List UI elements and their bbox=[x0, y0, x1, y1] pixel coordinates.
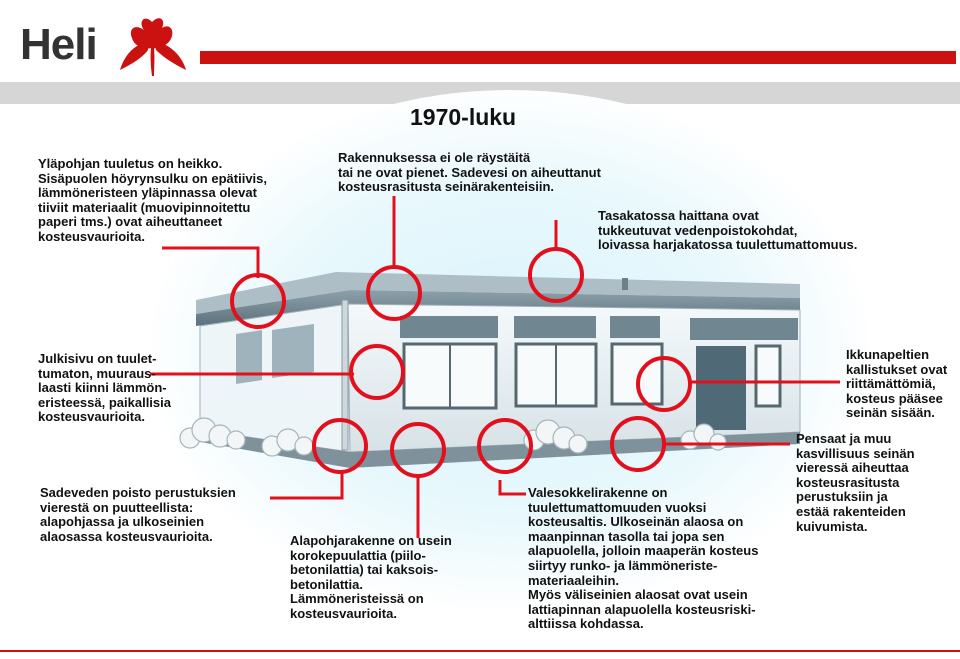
note-line: laasti kiinni lämmön- bbox=[38, 380, 167, 396]
note-line: Sadeveden poisto perustuksien bbox=[40, 485, 236, 500]
note-line: betonilattia. bbox=[290, 576, 363, 592]
note-line: kosteusaltis. Ulkoseinän alaosa on bbox=[528, 514, 744, 530]
note-line: Julkisivu on tuulet- bbox=[38, 351, 157, 366]
note-window-sills bbox=[846, 348, 947, 421]
note-line: alapohjassa ja ulkoseinien bbox=[40, 514, 205, 530]
note-line: alapuolella, jolloin maaperän kosteus bbox=[528, 543, 759, 559]
note-line: alttiissa kohdassa. bbox=[528, 616, 644, 632]
note-line: kosteusrasitusta bbox=[796, 474, 900, 490]
note-line: Tasakatossa haittana ovat bbox=[598, 208, 759, 223]
note-flat-roof bbox=[598, 209, 857, 253]
note-plinth bbox=[528, 486, 758, 632]
note-line: kallistukset ovat bbox=[846, 361, 948, 377]
note-line: seinän sisään. bbox=[846, 405, 935, 421]
brand-name: Heli bbox=[20, 20, 97, 69]
note-eaves bbox=[338, 151, 601, 195]
note-roof-ventilation bbox=[38, 157, 267, 245]
note-line: loivassa harjakatossa tuulettumattomuus. bbox=[598, 237, 858, 253]
note-line: alaosassa kosteusvaurioita. bbox=[40, 528, 213, 544]
note-line: kosteusrasitusta seinärakenteisiin. bbox=[338, 179, 555, 195]
note-line: materiaaleihin. bbox=[528, 572, 620, 588]
note-line: Yläpohjan tuuletus on heikko. bbox=[38, 156, 223, 171]
note-line: Alapohjarakenne on usein bbox=[290, 533, 452, 548]
footer-accent-line bbox=[0, 650, 960, 652]
note-line: Sisäpuolen höyrynsulku on epätiivis, bbox=[38, 170, 267, 186]
note-line: lattiapinnan alapuolella kosteusriski- bbox=[528, 601, 756, 617]
note-line: Lämmöneristeissä on bbox=[290, 591, 424, 607]
note-line: Rakennuksessa ei ole räystäitä bbox=[338, 150, 531, 165]
note-line: korokepuulattia (piilo- bbox=[290, 547, 426, 563]
note-line: kosteusvaurioita. bbox=[38, 409, 145, 425]
note-line: tuulettumattomuuden vuoksi bbox=[528, 499, 707, 515]
note-line: siirtyy runko- ja lämmöneriste- bbox=[528, 557, 718, 573]
note-line: kosteusvaurioita. bbox=[38, 228, 145, 244]
note-line: perustuksiin ja bbox=[796, 489, 888, 505]
note-line: tai ne ovat pienet. Sadevesi on aiheuttanut bbox=[338, 164, 601, 180]
note-line: Ikkunapeltien bbox=[846, 347, 930, 362]
note-line: betonilattia) tai kaksois- bbox=[290, 562, 439, 578]
note-line: tiiviit materiaalit (muovipinnoitettu bbox=[38, 199, 251, 215]
note-line: tumaton, muuraus- bbox=[38, 365, 156, 381]
note-line: kosteus pääsee bbox=[846, 390, 943, 406]
note-line: kuivumista. bbox=[796, 518, 868, 534]
note-rainwater bbox=[40, 486, 236, 544]
note-line: vierestä on puutteellista: bbox=[40, 499, 194, 515]
note-floor-base bbox=[290, 534, 452, 622]
note-line: estää rakenteiden bbox=[796, 503, 906, 519]
front-windows bbox=[400, 316, 662, 408]
note-shrubs bbox=[796, 432, 915, 534]
note-line: paperi tms.) ovat aiheuttaneet bbox=[38, 214, 223, 230]
chimney-vent bbox=[622, 278, 628, 290]
note-line: kosteusvaurioita. bbox=[290, 605, 397, 621]
diagram-title: 1970-luku bbox=[410, 104, 517, 130]
note-line: vieressä aiheuttaa bbox=[796, 460, 909, 476]
note-line: lämmöneristeen yläpinnassa olevat bbox=[38, 185, 257, 201]
note-line: Myös väliseinien alaosat ovat usein bbox=[528, 587, 748, 603]
note-line: maanpinnan tasolla tai jopa sen bbox=[528, 528, 725, 544]
note-line: Pensaat ja muu bbox=[796, 431, 892, 446]
note-line: Valesokkelirakenne on bbox=[528, 485, 668, 500]
note-line: riittämättömiä, bbox=[846, 376, 936, 392]
note-line: eristeessä, paikallisia bbox=[38, 394, 171, 410]
note-line: kasvillisuus seinän bbox=[796, 445, 915, 461]
note-line: tukkeutuvat vedenpoistokohdat, bbox=[598, 222, 798, 238]
note-facade bbox=[38, 352, 171, 425]
